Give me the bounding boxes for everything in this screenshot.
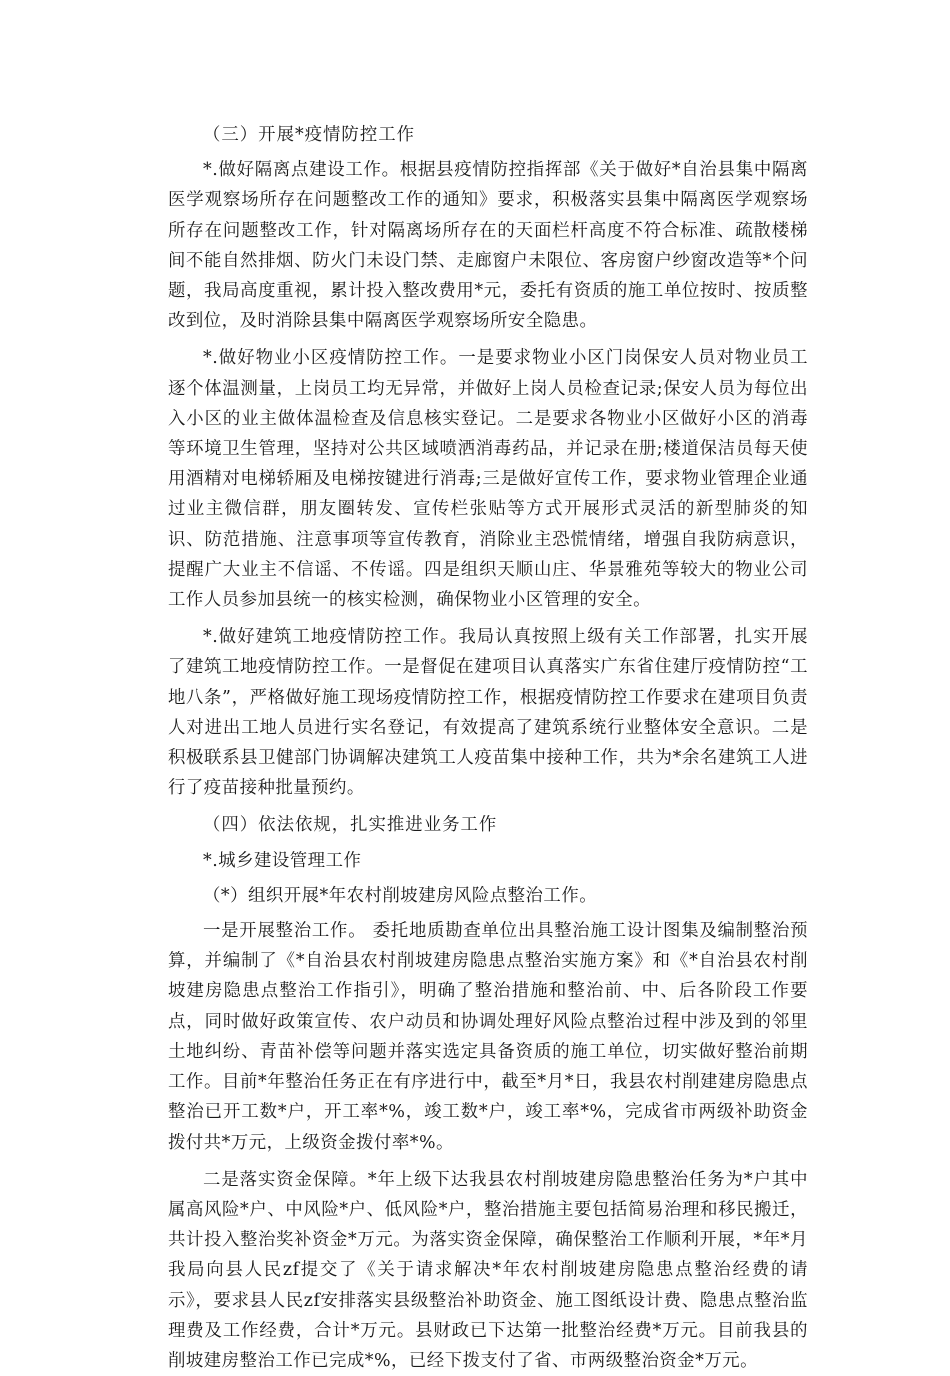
- section-heading-business-work: （四）依法依规，扎实推进业务工作: [203, 815, 498, 836]
- document-page: [168, 120, 808, 1376]
- paragraph-funding-guarantee: 二是落实资金保障。*年上级下达我县农村削坡建房隐患整治任务为*户其中属高风险*户、中风险*户、低风险*户，整治措施主要包括简易治理和移民搬迁，共计投入整治奖补资金*万元。为落实资金保障，确保整治工作顺利开展，*年*月我局向县人民zf提交了《关于请求解决*年农村削坡建房隐患点整治经费的请示》，要求县人民zf安排落实县级整治补助资金、施工图纸设计费、隐患点整治监理费及工作经费，合计*万元。县财政已下达第一批整治经费*万元。目前我县的削坡建房整治工作已完成*%，已经下拨支付了省、市两级整治资金*万元。: [168, 1169, 808, 1371]
- paragraph-isolation-site: *.做好隔离点建设工作。根据县疫情防控指挥部《关于做好*自治县集中隔离医学观察场所存在问题整改工作的通知》要求，积极落实县集中隔离医学观察场所存在问题整改工作，针对隔离场所存在的天面栏杆高度不符合标准、疏散楼梯间不能自然排烟、防火门未设门禁、走廊窗户未限位、客房窗户纱窗改造等*个问题，我局高度重视，累计投入整改费用*元，委托有资质的施工单位按时、按质整改到位，及时消除县集中隔离医学观察场所安全隐患。: [168, 160, 808, 332]
- section-heading-epidemic-control: （三）开展*疫情防控工作: [203, 125, 415, 145]
- paragraph-property-community: *.做好物业小区疫情防控工作。一是要求物业小区门岗保安人员对物业员工逐个体温测量，上岗员工均无异常，并做好上岗人员检查记录;保安人员为每位出入小区的业主做体温检查及信息核实登记。二是要求各物业小区做好小区的消毒等环境卫生管理，坚持对公共区域喷洒消毒药品，并记录在册;楼道保洁员每天使用酒精对电梯轿厢及电梯按键进行消毒;三是做好宣传工作，要求物业管理企业通过业主微信群，朋友圈转发、宣传栏张贴等方式开展形式灵活的新型肺炎的知识、防范措施、注意事项等宣传教育，消除业主恐慌情绪，增强自我防病意识，提醒广大业主不信谣、不传谣。四是组织天顺山庄、华景雅苑等较大的物业公司工作人员参加县统一的核实检测，确保物业小区管理的安全。: [168, 348, 808, 611]
- subsection-heading-urban-rural: *.城乡建设管理工作: [203, 850, 362, 871]
- subsection-heading-slope-rectification: （*）组织开展*年农村削坡建房风险点整治工作。: [203, 885, 598, 906]
- paragraph-rectification-work: 一是开展整治工作。 委托地质勘查单位出具整治施工设计图集及编制整治预算，并编制了《*自治县农村削坡建房隐患点整治实施方案》和《*自治县农村削坡建房隐患点整治工作指引》，明确了整治措施和整治前、中、后各阶段工作要点，同时做好政策宣传、农户动员和协调处理好风险点整治过程中涉及到的邻里土地纠纷、青苗补偿等问题并落实选定具备资质的施工单位，切实做好整治前期工作。目前*年整治任务正在有序进行中，截至*月*日，我县农村削建建房隐患点整治已开工数*户，开工率*%，竣工数*户，竣工率*%，完成省市两级补助资金拨付共*万元，上级资金拨付率*%。: [168, 921, 808, 1153]
- paragraph-construction-site: *.做好建筑工地疫情防控工作。我局认真按照上级有关工作部署，扎实开展了建筑工地疫情防控工作。一是督促在建项目认真落实广东省住建厅疫情防控“工地八条”，严格做好施工现场疫情防控工作，根据疫情防控工作要求在建项目负责人对进出工地人员进行实名登记，有效提高了建筑系统行业整体安全意识。二是积极联系县卫健部门协调解决建筑工人疫苗集中接种工作，共为*余名建筑工人进行了疫苗接种批量预约。: [168, 627, 808, 799]
